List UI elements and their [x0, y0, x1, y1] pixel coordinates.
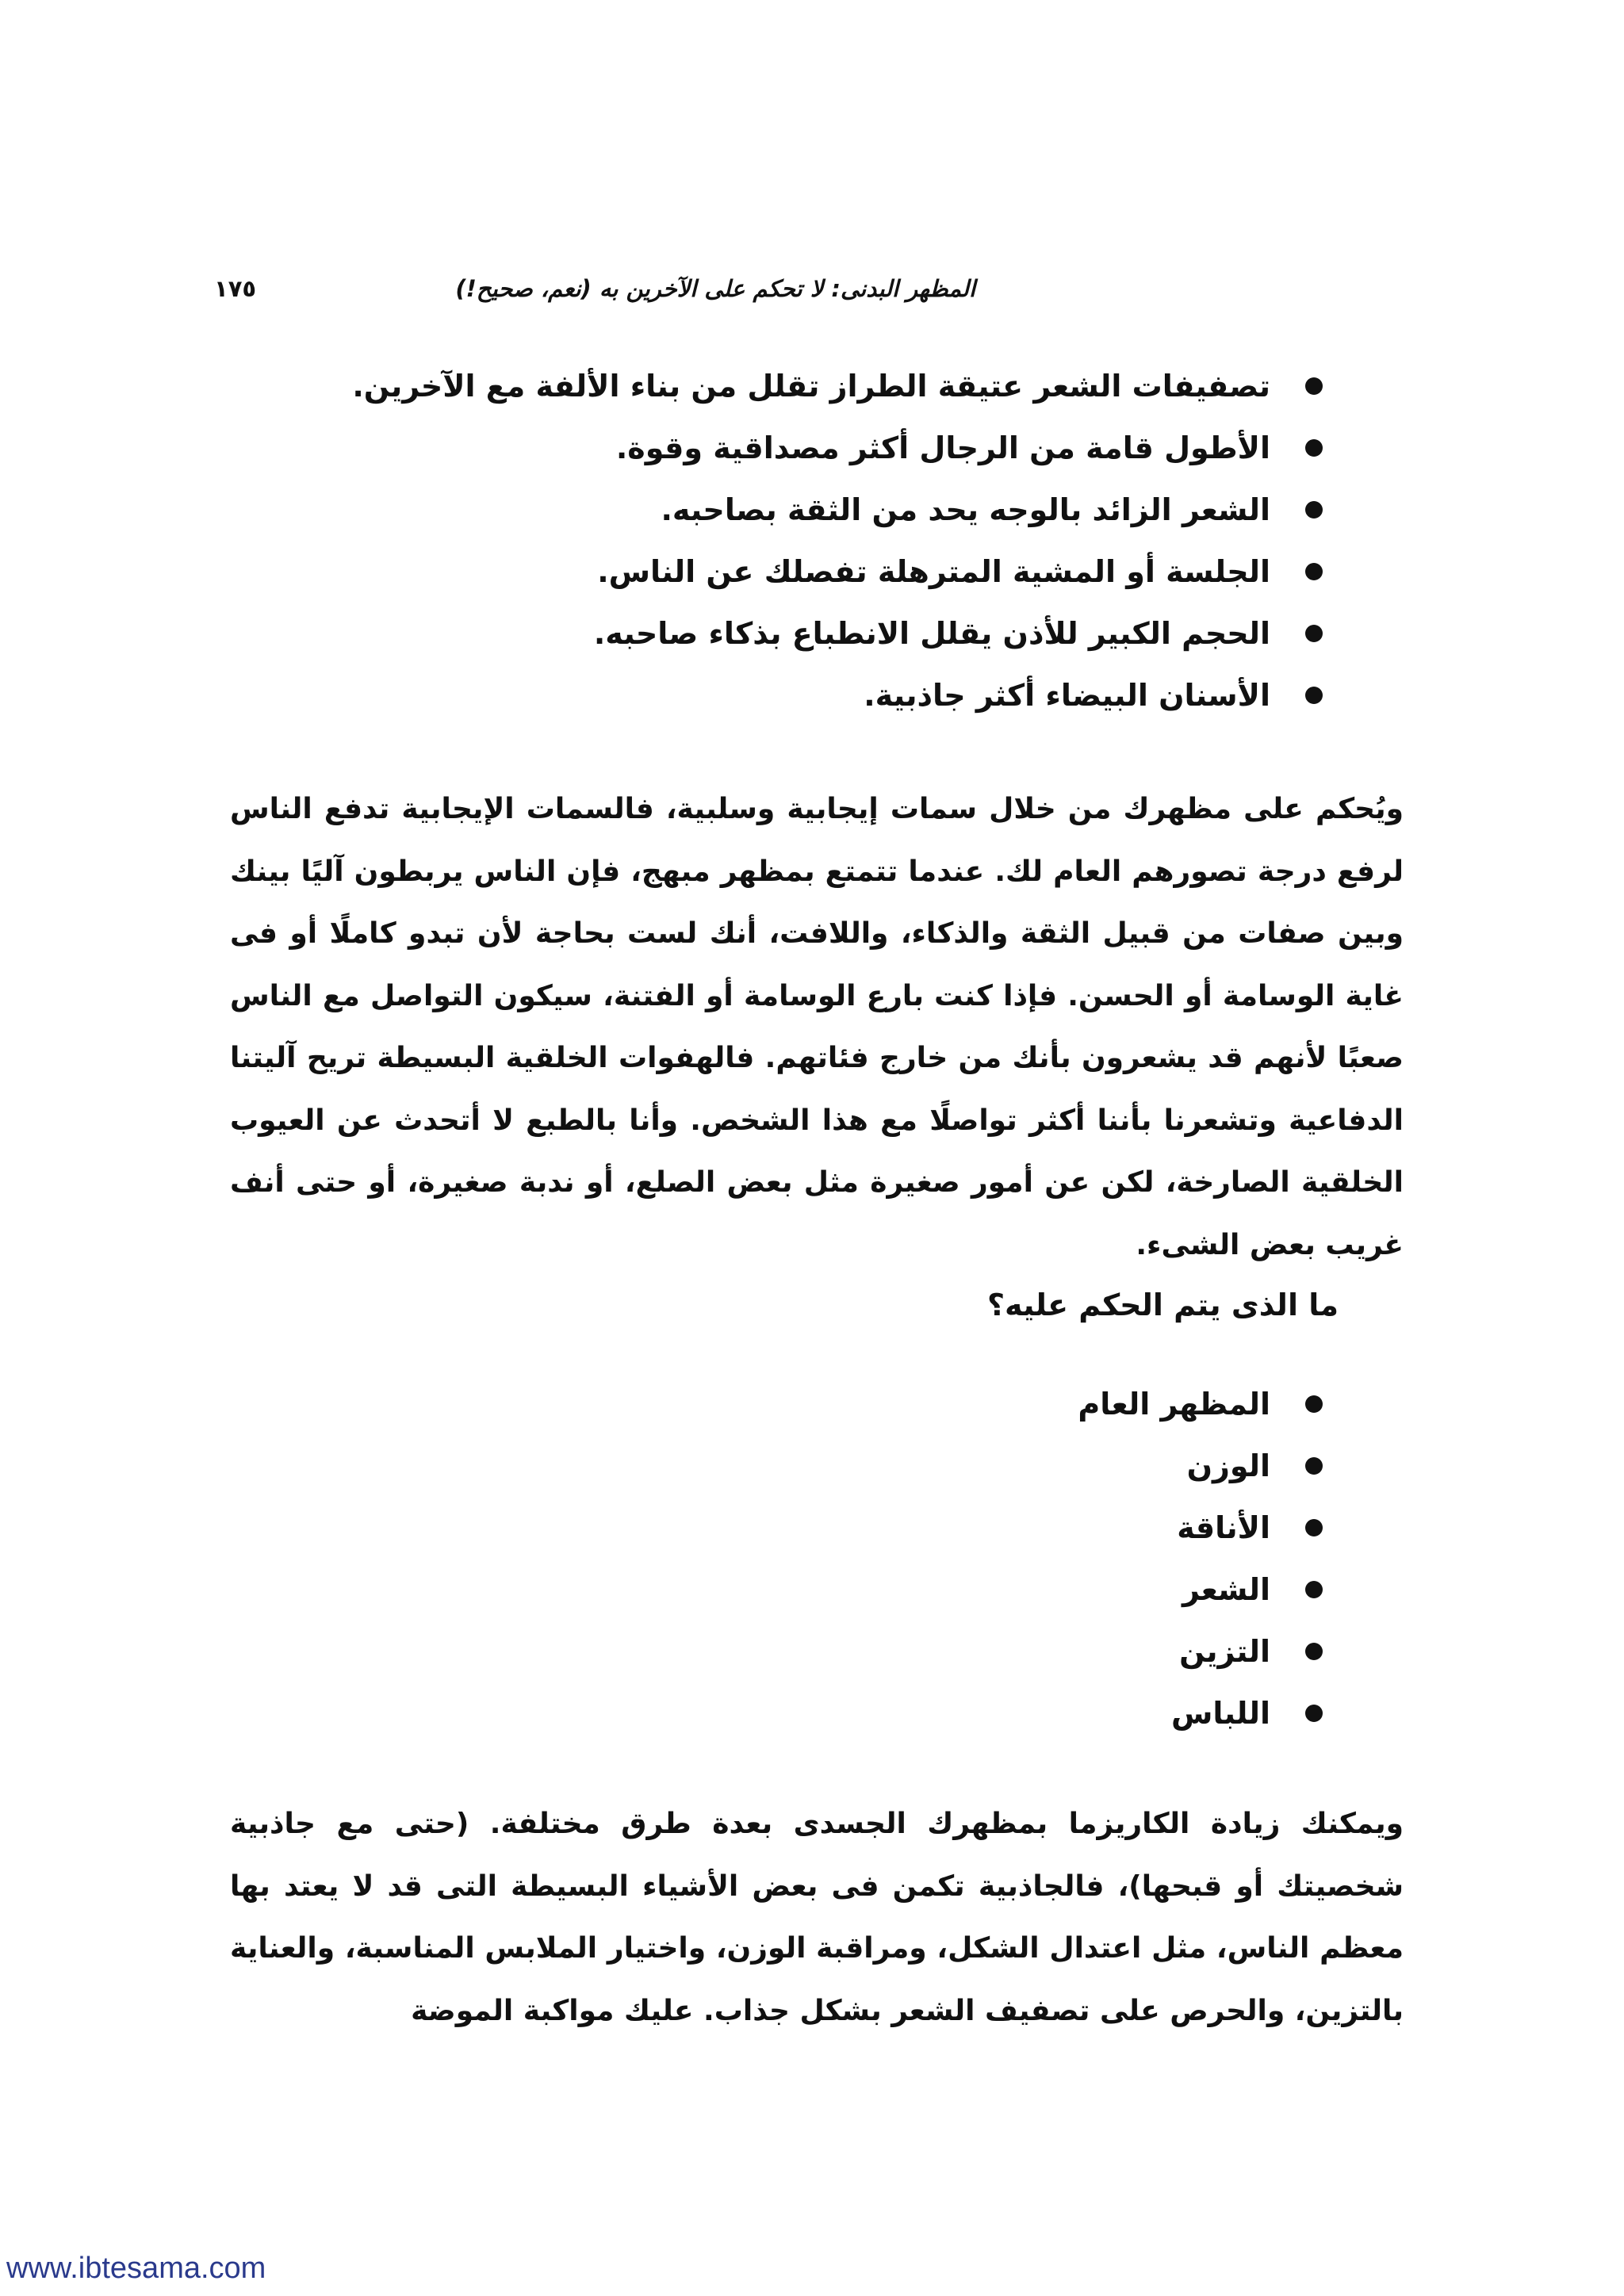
bullet-icon: [1305, 439, 1323, 457]
list-item: المظهر العام: [1078, 1373, 1323, 1435]
list-item: تصفيفات الشعر عتيقة الطراز تقلل من بناء الألفة مع الآخرين.: [352, 355, 1323, 417]
list-item: الشعر: [1078, 1559, 1323, 1621]
list-item: الأناقة: [1078, 1497, 1323, 1559]
bullet-icon: [1305, 501, 1323, 519]
list-item: التزين: [1078, 1621, 1323, 1682]
list-item: الجلسة أو المشية المترهلة تفصلك عن الناس.: [352, 541, 1323, 603]
list-item: اللباس: [1078, 1682, 1323, 1744]
page-header: [214, 273, 975, 312]
bullet-icon: [1305, 377, 1323, 395]
section-question: ما الذى يتم الحكم عليه؟: [986, 1288, 1339, 1322]
bullet-icon: [1305, 1457, 1323, 1475]
bullet-icon: [1305, 1519, 1323, 1536]
judged-aspects-list: [1078, 1373, 1323, 1744]
bullet-icon: [1305, 625, 1323, 642]
bullet-icon: [1305, 687, 1323, 704]
list-item: الشعر الزائد بالوجه يحد من الثقة بصاحبه.: [352, 479, 1323, 541]
bullet-icon: [1305, 563, 1323, 580]
bullet-icon: [1305, 1705, 1323, 1722]
page-number: ١٧٥: [214, 275, 257, 302]
list-item: الأطول قامة من الرجال أكثر مصداقية وقوة.: [352, 417, 1323, 479]
bullet-icon: [1305, 1643, 1323, 1660]
running-title: المظهر البدنى: لا تحكم على الآخرين به (نعم، صحيح!): [455, 275, 975, 302]
appearance-facts-list: [352, 355, 1323, 726]
bullet-icon: [1305, 1395, 1323, 1413]
body-paragraph: ويُحكم على مظهرك من خلال سمات إيجابية وسلبية، فالسمات الإيجابية تدفع الناس لرفع درجة تصورهم العام لك. عندما تتمتع بمظهر مبهج، فإن الناس يربطون آليًا بينك وبين صفات من قبيل الثقة والذكاء، واللافت، أنك لست بحاجة لأن تبدو كاملًا أو فى غاية الوسامة أو الحسن. فإذا كنت بارع الوسامة أو الفتنة، سيكون التواصل مع الناس صعبًا لأنهم قد يشعرون بأنك من خارج فئاتهم. فالهفوات الخلقية البسيطة تريح آليتنا الدفاعية وتشعرنا بأننا أكثر تواصلًا مع هذا الشخص. وأنا بالطبع لا أتحدث عن العيوب الخلقية الصارخة، لكن عن أمور صغيرة مثل بعض الصلع، أو ندبة صغيرة، أو حتى أنف غريب بعض الشىء.: [230, 793, 1404, 1261]
bullet-icon: [1305, 1581, 1323, 1598]
list-item: الوزن: [1078, 1435, 1323, 1497]
list-item: الأسنان البيضاء أكثر جاذبية.: [352, 664, 1323, 726]
body-paragraph: ويمكنك زيادة الكاريزما بمظهرك الجسدى بعدة طرق مختلفة. (حتى مع جاذبية شخصيتك أو قبحها)، فالجاذبية تكمن فى بعض الأشياء البسيطة التى قد لا يعتد بها معظم الناس، مثل اعتدال الشكل، ومراقبة الوزن، واختيار الملابس المناسبة، والعناية بالتزين، والحرص على تصفيف الشعر بشكل جذاب. عليك مواكبة الموضة: [230, 1808, 1404, 2027]
list-item: الحجم الكبير للأذن يقلل الانطباع بذكاء صاحبه.: [352, 603, 1323, 664]
website-link[interactable]: www.ibtesama.com: [6, 2252, 266, 2285]
